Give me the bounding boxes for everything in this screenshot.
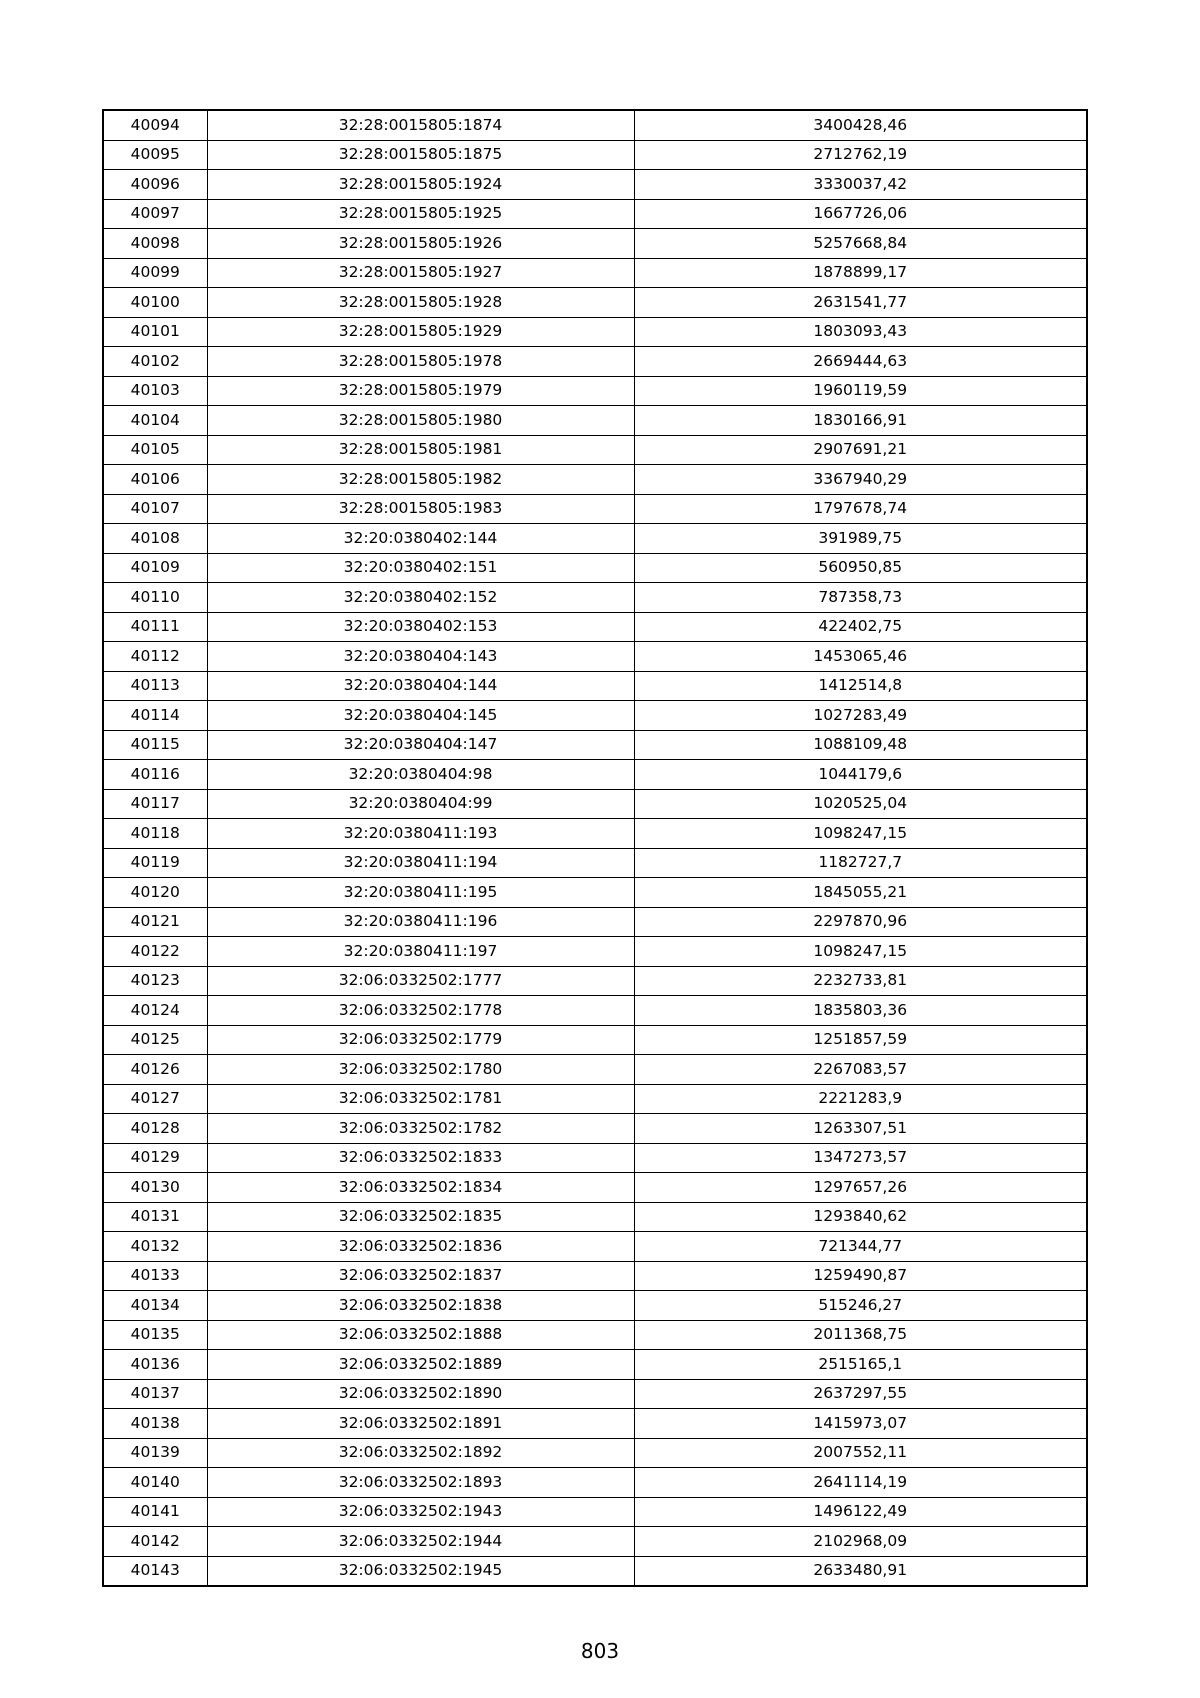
table-row [103, 199, 1087, 229]
cadastral-value-cell: 721344,77 [634, 1232, 1087, 1262]
cadastral-value-cell: 1453065,46 [634, 642, 1087, 672]
cadastral-number-cell: 32:06:0332502:1893 [207, 1468, 634, 1498]
cadastral-number-cell: 32:06:0332502:1782 [207, 1114, 634, 1144]
table-row [103, 1409, 1087, 1439]
page-number: 803 [580, 1639, 620, 1663]
table-row [103, 701, 1087, 731]
cadastral-number-cell: 32:28:0015805:1978 [207, 347, 634, 377]
cadastral-number-cell: 32:20:0380404:145 [207, 701, 634, 731]
table-row [103, 1114, 1087, 1144]
cadastral-value-cell: 1044179,6 [634, 760, 1087, 790]
row-number-cell: 40120 [103, 878, 207, 908]
cadastral-value-cell: 1412514,8 [634, 671, 1087, 701]
cadastral-value-cell: 1878899,17 [634, 258, 1087, 288]
cadastral-number-cell: 32:06:0332502:1889 [207, 1350, 634, 1380]
row-number-cell: 40121 [103, 907, 207, 937]
cadastral-number-cell: 32:20:0380402:151 [207, 553, 634, 583]
cadastral-value-cell: 1496122,49 [634, 1497, 1087, 1527]
cadastral-value-cell: 2102968,09 [634, 1527, 1087, 1557]
cadastral-number-cell: 32:06:0332502:1778 [207, 996, 634, 1026]
cadastral-number-cell: 32:06:0332502:1777 [207, 966, 634, 996]
table-row [103, 1468, 1087, 1498]
row-number-cell: 40142 [103, 1527, 207, 1557]
cadastral-value-cell: 1415973,07 [634, 1409, 1087, 1439]
row-number-cell: 40111 [103, 612, 207, 642]
table-row [103, 1025, 1087, 1055]
table-row [103, 1379, 1087, 1409]
cadastral-number-cell: 32:06:0332502:1780 [207, 1055, 634, 1085]
table-row [103, 229, 1087, 259]
cadastral-number-cell: 32:06:0332502:1837 [207, 1261, 634, 1291]
row-number-cell: 40101 [103, 317, 207, 347]
table-row [103, 110, 1087, 140]
row-number-cell: 40124 [103, 996, 207, 1026]
cadastral-number-cell: 32:28:0015805:1926 [207, 229, 634, 259]
cadastral-number-cell: 32:28:0015805:1928 [207, 288, 634, 318]
row-number-cell: 40099 [103, 258, 207, 288]
row-number-cell: 40103 [103, 376, 207, 406]
cadastral-value-cell: 2007552,11 [634, 1438, 1087, 1468]
cadastral-number-cell: 32:28:0015805:1979 [207, 376, 634, 406]
table-row [103, 1173, 1087, 1203]
cadastral-value-cell: 1835803,36 [634, 996, 1087, 1026]
cadastral-value-cell: 1098247,15 [634, 937, 1087, 967]
table-row [103, 819, 1087, 849]
cadastral-number-cell: 32:06:0332502:1890 [207, 1379, 634, 1409]
cadastral-value-cell: 3367940,29 [634, 465, 1087, 495]
table-row [103, 1143, 1087, 1173]
table-row [103, 524, 1087, 554]
row-number-cell: 40143 [103, 1556, 207, 1586]
cadastral-number-cell: 32:20:0380404:144 [207, 671, 634, 701]
row-number-cell: 40123 [103, 966, 207, 996]
table-row [103, 406, 1087, 436]
cadastral-value-cell: 3330037,42 [634, 170, 1087, 200]
row-number-cell: 40128 [103, 1114, 207, 1144]
cadastral-number-cell: 32:06:0332502:1892 [207, 1438, 634, 1468]
cadastral-number-cell: 32:06:0332502:1834 [207, 1173, 634, 1203]
row-number-cell: 40138 [103, 1409, 207, 1439]
row-number-cell: 40127 [103, 1084, 207, 1114]
cadastral-value-cell: 2641114,19 [634, 1468, 1087, 1498]
cadastral-number-cell: 32:28:0015805:1925 [207, 199, 634, 229]
cadastral-value-cell: 2633480,91 [634, 1556, 1087, 1586]
cadastral-value-cell: 1347273,57 [634, 1143, 1087, 1173]
cadastral-value-cell: 2515165,1 [634, 1350, 1087, 1380]
cadastral-number-cell: 32:20:0380411:194 [207, 848, 634, 878]
table-row [103, 140, 1087, 170]
row-number-cell: 40133 [103, 1261, 207, 1291]
cadastral-number-cell: 32:28:0015805:1983 [207, 494, 634, 524]
row-number-cell: 40125 [103, 1025, 207, 1055]
cadastral-value-cell: 422402,75 [634, 612, 1087, 642]
cadastral-value-cell: 560950,85 [634, 553, 1087, 583]
cadastral-number-cell: 32:06:0332502:1838 [207, 1291, 634, 1321]
cadastral-value-cell: 1259490,87 [634, 1261, 1087, 1291]
cadastral-number-cell: 32:28:0015805:1874 [207, 110, 634, 140]
row-number-cell: 40132 [103, 1232, 207, 1262]
row-number-cell: 40097 [103, 199, 207, 229]
table-row [103, 317, 1087, 347]
row-number-cell: 40114 [103, 701, 207, 731]
cadastral-number-cell: 32:06:0332502:1781 [207, 1084, 634, 1114]
table-row [103, 878, 1087, 908]
cadastral-number-cell: 32:28:0015805:1924 [207, 170, 634, 200]
table-row [103, 465, 1087, 495]
row-number-cell: 40135 [103, 1320, 207, 1350]
cadastral-number-cell: 32:20:0380404:98 [207, 760, 634, 790]
table-row [103, 937, 1087, 967]
table-row [103, 553, 1087, 583]
cadastral-value-cell: 787358,73 [634, 583, 1087, 613]
cadastral-number-cell: 32:06:0332502:1945 [207, 1556, 634, 1586]
cadastral-number-cell: 32:20:0380404:99 [207, 789, 634, 819]
row-number-cell: 40118 [103, 819, 207, 849]
row-number-cell: 40110 [103, 583, 207, 613]
row-number-cell: 40106 [103, 465, 207, 495]
table-row [103, 583, 1087, 613]
cadastral-number-cell: 32:06:0332502:1833 [207, 1143, 634, 1173]
row-number-cell: 40109 [103, 553, 207, 583]
table-row [103, 1527, 1087, 1557]
table-row [103, 1350, 1087, 1380]
cadastral-value-cell: 2011368,75 [634, 1320, 1087, 1350]
cadastral-value-cell: 1830166,91 [634, 406, 1087, 436]
table-row [103, 1497, 1087, 1527]
table-row [103, 347, 1087, 377]
row-number-cell: 40108 [103, 524, 207, 554]
cadastral-value-cell: 1803093,43 [634, 317, 1087, 347]
row-number-cell: 40116 [103, 760, 207, 790]
cadastral-number-cell: 32:28:0015805:1929 [207, 317, 634, 347]
cadastral-value-cell: 2221283,9 [634, 1084, 1087, 1114]
cadastral-value-cell: 2907691,21 [634, 435, 1087, 465]
cadastral-value-cell: 1020525,04 [634, 789, 1087, 819]
cadastral-number-cell: 32:06:0332502:1888 [207, 1320, 634, 1350]
cadastral-value-cell: 1263307,51 [634, 1114, 1087, 1144]
cadastral-value-cell: 1088109,48 [634, 730, 1087, 760]
table-row [103, 612, 1087, 642]
cadastral-number-cell: 32:20:0380402:152 [207, 583, 634, 613]
table-row [103, 789, 1087, 819]
row-number-cell: 40107 [103, 494, 207, 524]
cadastral-number-cell: 32:20:0380411:196 [207, 907, 634, 937]
cadastral-value-cell: 1845055,21 [634, 878, 1087, 908]
cadastral-number-cell: 32:20:0380411:193 [207, 819, 634, 849]
cadastral-value-cell: 515246,27 [634, 1291, 1087, 1321]
cadastral-number-cell: 32:20:0380404:143 [207, 642, 634, 672]
cadastral-value-table [102, 109, 1088, 1587]
row-number-cell: 40129 [103, 1143, 207, 1173]
row-number-cell: 40141 [103, 1497, 207, 1527]
cadastral-value-cell: 2712762,19 [634, 140, 1087, 170]
cadastral-value-cell: 2631541,77 [634, 288, 1087, 318]
row-number-cell: 40098 [103, 229, 207, 259]
cadastral-number-cell: 32:28:0015805:1875 [207, 140, 634, 170]
table-row [103, 1320, 1087, 1350]
cadastral-number-cell: 32:06:0332502:1835 [207, 1202, 634, 1232]
table-row [103, 258, 1087, 288]
table-row [103, 907, 1087, 937]
cadastral-value-cell: 2637297,55 [634, 1379, 1087, 1409]
cadastral-value-cell: 1293840,62 [634, 1202, 1087, 1232]
table-row [103, 671, 1087, 701]
cadastral-value-cell: 1667726,06 [634, 199, 1087, 229]
cadastral-number-cell: 32:20:0380402:153 [207, 612, 634, 642]
cadastral-number-cell: 32:28:0015805:1982 [207, 465, 634, 495]
cadastral-value-cell: 5257668,84 [634, 229, 1087, 259]
cadastral-value-cell: 2267083,57 [634, 1055, 1087, 1085]
cadastral-value-cell: 1027283,49 [634, 701, 1087, 731]
table-row [103, 1556, 1087, 1586]
table-row [103, 435, 1087, 465]
cadastral-number-cell: 32:20:0380404:147 [207, 730, 634, 760]
row-number-cell: 40134 [103, 1291, 207, 1321]
row-number-cell: 40102 [103, 347, 207, 377]
row-number-cell: 40130 [103, 1173, 207, 1203]
cadastral-value-cell: 1251857,59 [634, 1025, 1087, 1055]
cadastral-number-cell: 32:06:0332502:1891 [207, 1409, 634, 1439]
table-body [103, 110, 1087, 1586]
cadastral-number-cell: 32:28:0015805:1981 [207, 435, 634, 465]
table-row [103, 996, 1087, 1026]
row-number-cell: 40131 [103, 1202, 207, 1232]
row-number-cell: 40095 [103, 140, 207, 170]
table-row [103, 730, 1087, 760]
cadastral-value-cell: 1797678,74 [634, 494, 1087, 524]
row-number-cell: 40119 [103, 848, 207, 878]
cadastral-number-cell: 32:06:0332502:1944 [207, 1527, 634, 1557]
cadastral-number-cell: 32:28:0015805:1927 [207, 258, 634, 288]
table-row [103, 1232, 1087, 1262]
cadastral-number-cell: 32:20:0380411:195 [207, 878, 634, 908]
row-number-cell: 40115 [103, 730, 207, 760]
cadastral-value-cell: 391989,75 [634, 524, 1087, 554]
table-row [103, 1202, 1087, 1232]
cadastral-value-cell: 1960119,59 [634, 376, 1087, 406]
row-number-cell: 40112 [103, 642, 207, 672]
table-row [103, 170, 1087, 200]
cadastral-value-cell: 1297657,26 [634, 1173, 1087, 1203]
table-row [103, 966, 1087, 996]
table-row [103, 642, 1087, 672]
cadastral-value-cell: 2669444,63 [634, 347, 1087, 377]
cadastral-number-cell: 32:06:0332502:1943 [207, 1497, 634, 1527]
row-number-cell: 40094 [103, 110, 207, 140]
row-number-cell: 40096 [103, 170, 207, 200]
cadastral-number-cell: 32:20:0380411:197 [207, 937, 634, 967]
row-number-cell: 40136 [103, 1350, 207, 1380]
table-row [103, 1055, 1087, 1085]
cadastral-number-cell: 32:28:0015805:1980 [207, 406, 634, 436]
row-number-cell: 40117 [103, 789, 207, 819]
row-number-cell: 40104 [103, 406, 207, 436]
row-number-cell: 40126 [103, 1055, 207, 1085]
cadastral-number-cell: 32:06:0332502:1836 [207, 1232, 634, 1262]
table-row [103, 1084, 1087, 1114]
table-row [103, 1438, 1087, 1468]
table-row [103, 494, 1087, 524]
table-row [103, 848, 1087, 878]
row-number-cell: 40113 [103, 671, 207, 701]
table-row [103, 1261, 1087, 1291]
table-row [103, 1291, 1087, 1321]
cadastral-number-cell: 32:06:0332502:1779 [207, 1025, 634, 1055]
table-row [103, 376, 1087, 406]
cadastral-value-cell: 1098247,15 [634, 819, 1087, 849]
row-number-cell: 40105 [103, 435, 207, 465]
row-number-cell: 40100 [103, 288, 207, 318]
cadastral-value-cell: 2232733,81 [634, 966, 1087, 996]
cadastral-value-cell: 3400428,46 [634, 110, 1087, 140]
cadastral-value-cell: 1182727,7 [634, 848, 1087, 878]
cadastral-value-cell: 2297870,96 [634, 907, 1087, 937]
table-row [103, 288, 1087, 318]
cadastral-number-cell: 32:20:0380402:144 [207, 524, 634, 554]
row-number-cell: 40139 [103, 1438, 207, 1468]
row-number-cell: 40140 [103, 1468, 207, 1498]
table-row [103, 760, 1087, 790]
row-number-cell: 40122 [103, 937, 207, 967]
row-number-cell: 40137 [103, 1379, 207, 1409]
